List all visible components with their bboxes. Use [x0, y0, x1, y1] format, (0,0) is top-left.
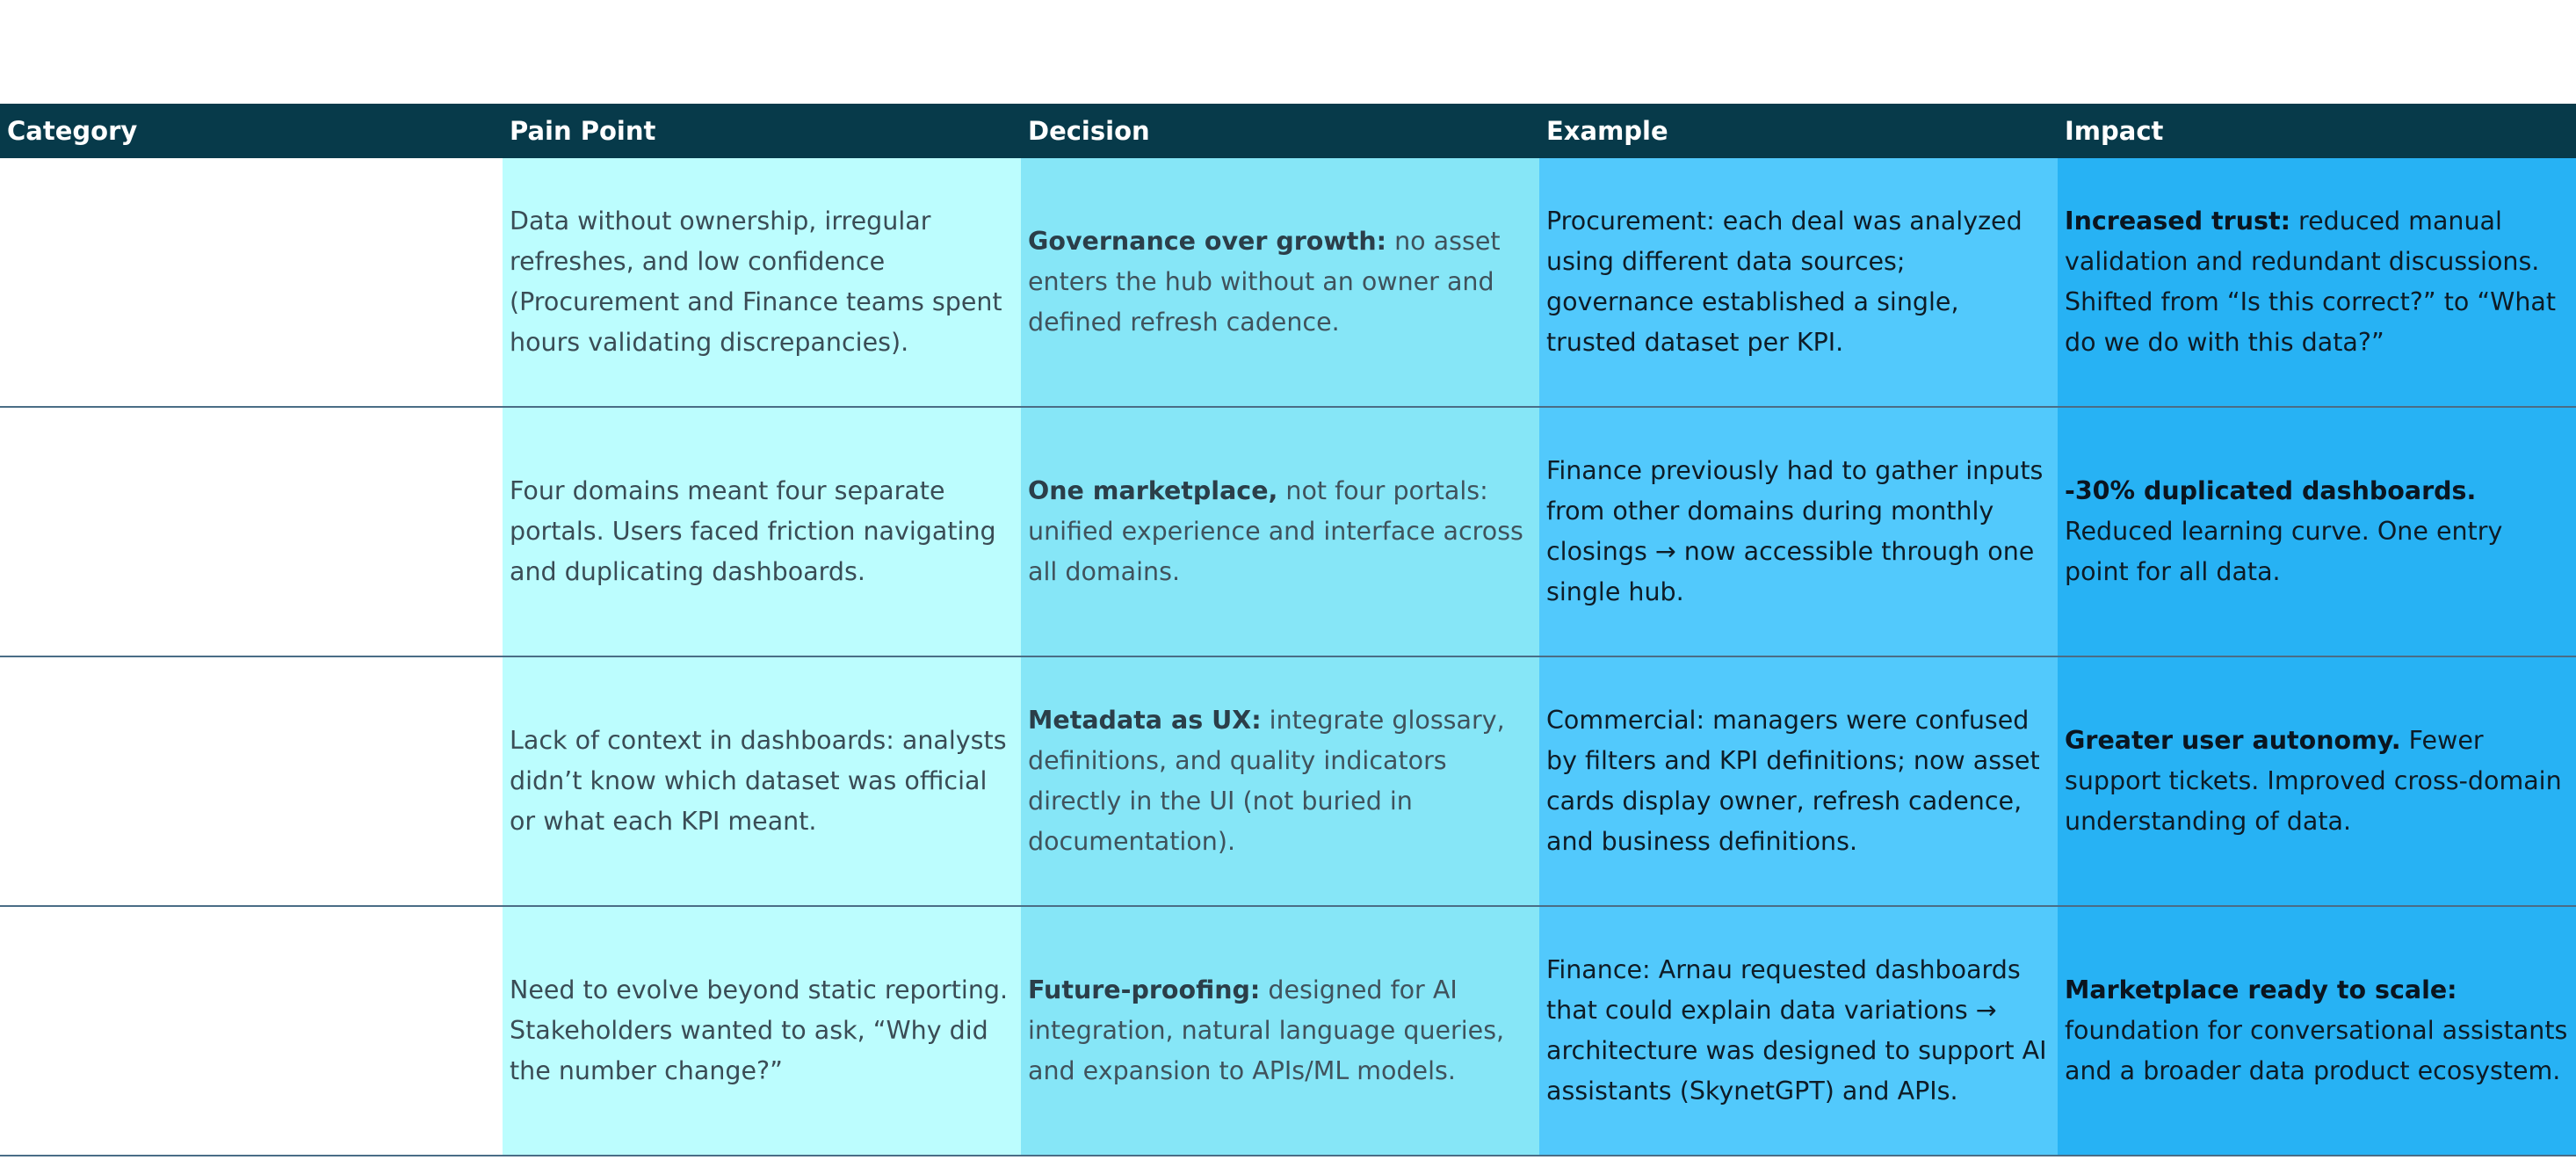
pain-point-text: Lack of context in dashboards: analysts didn’t know which dataset was official or what each KPI meant.	[510, 726, 1007, 836]
impact-heading: Marketplace ready to scale:	[2065, 975, 2457, 1004]
impact-text	[2065, 721, 2569, 842]
impact-cell	[2058, 158, 2576, 406]
header-category: Category	[7, 116, 138, 146]
pain-point-cell	[503, 158, 1021, 406]
impact-cell	[2058, 408, 2576, 656]
header-pain-point: Pain Point	[510, 116, 656, 146]
impact-text	[2065, 201, 2569, 363]
impact-heading: Increased trust:	[2065, 207, 2290, 236]
example-text: Finance previously had to gather inputs from other domains during monthly closings → now accessible through one single hub.	[1546, 456, 2044, 606]
example-text: Commercial: managers were confused by filters and KPI definitions; now asset cards display owner, refresh cadence, and business definitions.	[1546, 706, 2040, 856]
decision-cell	[1021, 657, 1539, 905]
pain-point-cell	[503, 907, 1021, 1155]
impact-detail: Reduced learning curve. One entry point for all data.	[2065, 517, 2503, 586]
example-cell	[1539, 657, 2058, 905]
impact-heading: Greater user autonomy.	[2065, 726, 2401, 755]
impact-heading: -30% duplicated dashboards.	[2065, 476, 2477, 505]
header-decision: Decision	[1028, 116, 1150, 146]
impact-detail: Fewer support tickets. Improved cross-domain understanding of data.	[2065, 726, 2562, 836]
decision-text	[1028, 970, 1532, 1091]
category-cell	[0, 408, 503, 656]
decision-detail: not four portals: unified experience and interface across all domains.	[1028, 476, 1523, 586]
pain-point-cell	[503, 408, 1021, 656]
pain-point-cell	[503, 657, 1021, 905]
decision-heading: Governance over growth:	[1028, 227, 1387, 256]
decision-text	[1028, 700, 1532, 862]
impact-cell	[2058, 657, 2576, 905]
pain-point-text: Four domains meant four separate portals. Users faced friction navigating and duplicating dashboards.	[510, 476, 996, 586]
header-example: Example	[1546, 116, 1668, 146]
header-impact: Impact	[2065, 116, 2164, 146]
table-row	[0, 657, 2576, 907]
category-cell	[0, 158, 503, 406]
decision-detail: integrate glossary, definitions, and quality indicators directly in the UI (not buried in documentation).	[1028, 706, 1505, 856]
decision-cell	[1021, 907, 1539, 1155]
table-row	[0, 408, 2576, 657]
pain-point-text: Data without ownership, irregular refreshes, and low confidence (Procurement and Finance teams spent hours validating discrepancies).	[510, 207, 1002, 357]
pain-point-text: Need to evolve beyond static reporting. Stakeholders wanted to ask, “Why did the number change?”	[510, 975, 1009, 1085]
example-cell	[1539, 408, 2058, 656]
decision-heading: Metadata as UX:	[1028, 706, 1262, 735]
table-row	[0, 907, 2576, 1156]
decision-heading: One marketplace,	[1028, 476, 1278, 505]
decision-text	[1028, 471, 1532, 592]
example-cell	[1539, 907, 2058, 1155]
impact-text	[2065, 970, 2569, 1091]
example-text: Finance: Arnau requested dashboards that could explain data variations → architecture was designed to support AI assistants (SkynetGPT) and APIs.	[1546, 955, 2047, 1106]
category-cell	[0, 657, 503, 905]
impact-text	[2065, 471, 2569, 592]
table-row	[0, 158, 2576, 408]
example-text: Procurement: each deal was analyzed using different data sources; governance established a single, trusted dataset per KPI.	[1546, 207, 2022, 357]
decision-detail: designed for AI integration, natural language queries, and expansion to APIs/ML models.	[1028, 975, 1505, 1085]
decision-detail: no asset enters the hub without an owner and defined refresh cadence.	[1028, 227, 1501, 337]
decision-cell	[1021, 158, 1539, 406]
impact-detail: foundation for conversational assistants and a broader data product ecosystem.	[2065, 1016, 2568, 1085]
decision-heading: Future-proofing:	[1028, 975, 1261, 1004]
impact-cell	[2058, 907, 2576, 1155]
decision-cell	[1021, 408, 1539, 656]
impact-detail: reduced manual validation and redundant discussions. Shifted from “Is this correct?” to “What do we do with this data?”	[2065, 207, 2557, 357]
table-header-row	[0, 104, 2576, 158]
comparison-table	[0, 104, 2576, 1156]
decision-text	[1028, 221, 1532, 343]
category-cell	[0, 907, 503, 1155]
example-cell	[1539, 158, 2058, 406]
